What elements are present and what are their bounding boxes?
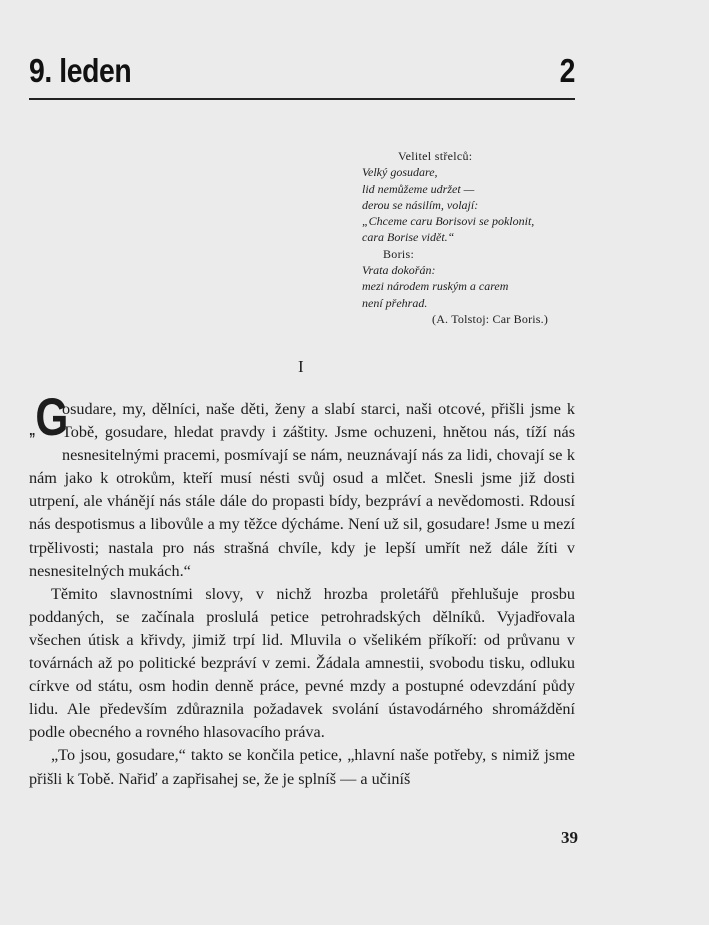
- epigraph-verse-line: cara Borise vidět.“: [362, 230, 455, 245]
- drop-cap-letter: G: [35, 388, 69, 447]
- paragraph: Těmito slavnostními slovy, v nichž hrozba proletářů přehlušuje prosbu poddaných, se začínala proslulá petice petrohradských dělníků. Vyjadřovala všechen útisk a křivdy, jimiž trpí lid. Mluvila o všelikém příkoří: od průvanu v továrnách až po politické bezpráví v zemi. Žádala amnestii, svobodu tisku, odluku církve od státu, osm hodin denně práce, pevné mzdy a postupné odevzdání půdy lidu. Ale především zdůraznila požadavek svolání ústavodárného shromáždění podle obecného a rovného hlasovacího práva.: [29, 584, 575, 742]
- epigraph-speaker: Boris:: [383, 246, 415, 261]
- epigraph-verse-line: lid nemůžeme udržet —: [362, 181, 475, 196]
- section-numeral: I: [298, 357, 304, 376]
- epigraph-verse-line: Vrata dokořán:: [362, 263, 436, 278]
- paragraph-text: osudare, my, dělníci, naše děti, ženy a slabí starci, naši otcové, přišli jsme k Tobě, gosudare, hledat pravdy i záštity. Jsme ochuzeni, hnětou nás, tíží nás nesnesitelnými pracemi, posmívají se nám, neuznávají nás za lidi, chovají se k nám jako k otrokům, kteří musí nésti svůj osud a mlčet. Snesli jsme již dosti utrpení, ale vhánějí nás stále dále do propasti bídy, bezpráví a nevědomosti. Rdousí nás despotismus a libovůle a my těžce dýcháme. Není už sil, gosudare! Jsme u mezí trpělivosti; nastala pro nás strašná chvíle, kdy je lepší umřít než dále žíti v nesnesitelných mukách.“: [29, 400, 575, 580]
- paragraph: „To jsou, gosudare,“ takto se končila petice, „hlavní naše potřeby, s nimiž jsme přišli k Tobě. Nařiď a zapřisahej se, že je splníš — a učiníš: [29, 746, 575, 788]
- epigraph-verse-line: není přehrad.: [362, 295, 428, 310]
- epigraph-verse-line: mezi národem ruským a carem: [362, 279, 509, 294]
- drop-cap: [29, 388, 69, 451]
- chapter-title: 9. leden: [29, 52, 132, 89]
- epigraph: [362, 148, 577, 327]
- chapter-number: 2: [559, 52, 575, 89]
- epigraph-source: (A. Tolstoj: Car Boris.): [432, 311, 549, 326]
- epigraph-verse-line: Velký gosudare,: [362, 165, 438, 180]
- epigraph-verse-line: derou se násilím, volají:: [362, 197, 479, 212]
- epigraph-speaker: Velitel střelců:: [398, 149, 473, 163]
- epigraph-verse-line: „Chceme caru Borisovi se poklonit,: [362, 214, 535, 229]
- page-number: 39: [561, 828, 578, 847]
- body-text: [29, 388, 575, 791]
- opening-quote-mark: „: [29, 422, 36, 439]
- paragraph: [29, 388, 575, 583]
- header-rule: [29, 98, 575, 100]
